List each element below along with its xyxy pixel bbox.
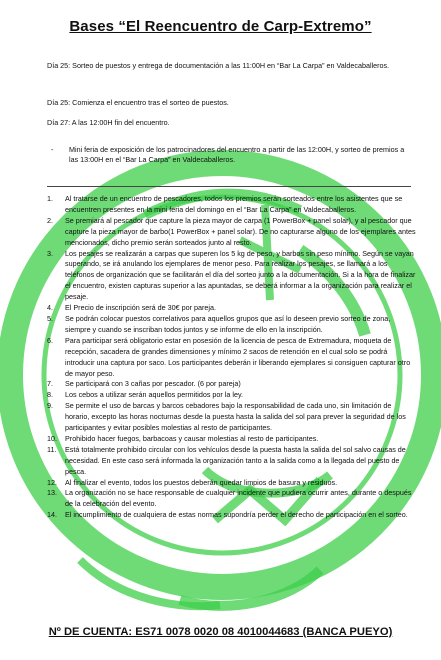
list-item: [47, 379, 417, 390]
item-number: 3.: [47, 248, 53, 258]
item-number: 1.: [47, 194, 53, 203]
item-number: 13.: [47, 488, 57, 498]
list-item: [47, 510, 417, 521]
document-title: Bases “El Reencuentro de Carp-Extremo”: [69, 18, 372, 35]
list-item: [47, 336, 417, 380]
item-text: Se participará con 3 cañas por pescador. (6 por pareja): [65, 379, 241, 389]
divider: [47, 186, 411, 187]
item-number: 2.: [47, 215, 53, 225]
item-number: 8.: [47, 390, 53, 400]
item-text: Se podrán colocar puestos correlativos para aquellos grupos que así lo deseen previo sorteo de zona, siempre y cuando se inscriban todos juntos y se informe de ello en la inscripción.: [65, 313, 391, 334]
list-item: [47, 303, 417, 314]
list-item: [47, 390, 417, 401]
schedule-line: Día 27: A las 12:00H fin del encuentro.: [47, 118, 170, 127]
schedule-line: Día 25: Sorteo de puestos y entrega de documentación a las 11:00H en “Bar La Carpa” en Valdecaballeros.: [47, 61, 390, 70]
item-number: 10.: [47, 433, 57, 443]
item-number: 6.: [47, 335, 53, 345]
item-text: Se premiará al pescador que capture la pieza mayor de carpa (1 PowerBox + panel solar), y al pescador que capture la pieza mayor de barbo(1 PowerBox + panel solar). De no capturarse alguno de los ejemplares antes mencionados, dicho premio serán sorteados junto al resto.: [65, 215, 416, 247]
item-number: 14.: [47, 510, 57, 520]
item-number: 4.: [47, 303, 53, 313]
list-item: [47, 434, 417, 445]
list-item: [47, 478, 417, 489]
item-number: 9.: [47, 401, 53, 411]
bank-account-footer: Nº DE CUENTA: ES71 0078 0020 08 4010044683 (BANCA PUEYO): [48, 626, 393, 638]
bullet-item: [47, 145, 407, 165]
item-text: El incumplimiento de cualquiera de estas normas supondría perder el derecho de participación en el sorteo.: [65, 510, 408, 520]
list-item: [47, 194, 417, 216]
item-text: Al tratarse de un encuentro de pescadores, todos los premios serán sorteados entre los asistentes que se encuentren presentes en la mini feria del domingo en el “Bar La Carpa” en Valdecaballeros.: [65, 194, 403, 214]
item-text: Al finalizar el evento, todos los puestos deberán quedar limpios de basura y residuos.: [65, 477, 338, 487]
item-number: 7.: [47, 379, 53, 389]
list-item: [47, 401, 417, 434]
list-item: [47, 216, 417, 249]
item-number: 5.: [47, 313, 53, 323]
list-item: [47, 488, 417, 510]
item-text: Prohibido hacer fuegos, barbacoas y causar molestias al resto de participantes.: [65, 433, 319, 443]
item-text: La organización no se hace responsable de cualquier incidente que pudiera ocurrir antes, durante o después de la celebración del evento.: [65, 488, 412, 509]
item-text: Los cebos a utilizar serán aquellos permitidos por la ley.: [65, 390, 244, 400]
bullet-marker: -: [51, 145, 54, 154]
list-item: [47, 314, 417, 336]
schedule-line: Día 25: Comienza el encuentro tras el sorteo de puestos.: [47, 98, 229, 107]
item-text: Está totalmente prohibido circular con los vehículos desde la puesta hasta la salida del sol salvo causas de necesidad. En este caso será informada la organización tanto a la salida como a la llegada del puesto de pesca.: [65, 444, 406, 476]
item-text: Los pesajes se realizarán a carpas que superen los 5 kg de peso, y barbos sin peso mínimo. Según se vayan superando, se irá anulando los ejemplares de menor peso. Para realizar los pesajes, se llamará a los teléfonos de organización que se facilitarán el día del sorteo junto a la documentación. Si a la hora de finalizar el encuentro, existen capturas superior a las apuntadas, se deberá informar a la organización para realizar el pesaje.: [65, 248, 416, 302]
item-text: Se permite el uso de barcas y barcos cebadores bajo la responsabilidad de cada uno, sin limitación de horario, excepto las horas nocturnas desde la puesta hasta la salida del sol para prever la seguridad de los participantes y evitar posibles molestias al resto de participantes.: [65, 401, 406, 433]
item-number: 12.: [47, 477, 57, 487]
item-text: El Precio de inscripción será de 30€ por pareja.: [65, 303, 217, 313]
rules-list: [47, 194, 417, 521]
bullet-text: Mini feria de exposición de los patrocinadores del encuentro a partir de las 12:00H, y sorteo de premios a las 13:00H en el “Bar La Carpa” en Valdecaballeros.: [69, 145, 405, 164]
list-item: [47, 249, 417, 304]
list-item: [47, 445, 417, 478]
item-number: 11.: [47, 444, 57, 454]
item-text: Para participar será obligatorio estar en posesión de la licencia de pesca de Extremadura, moqueta de recepción, sacadera de grandes dimensiones y mínimo 2 sacos de retención en el cual solo se podrá introducir una captura por saco. Los participantes deberán ir liberando ejemplares si consiguen capturar otro de mayor peso.: [65, 335, 411, 378]
